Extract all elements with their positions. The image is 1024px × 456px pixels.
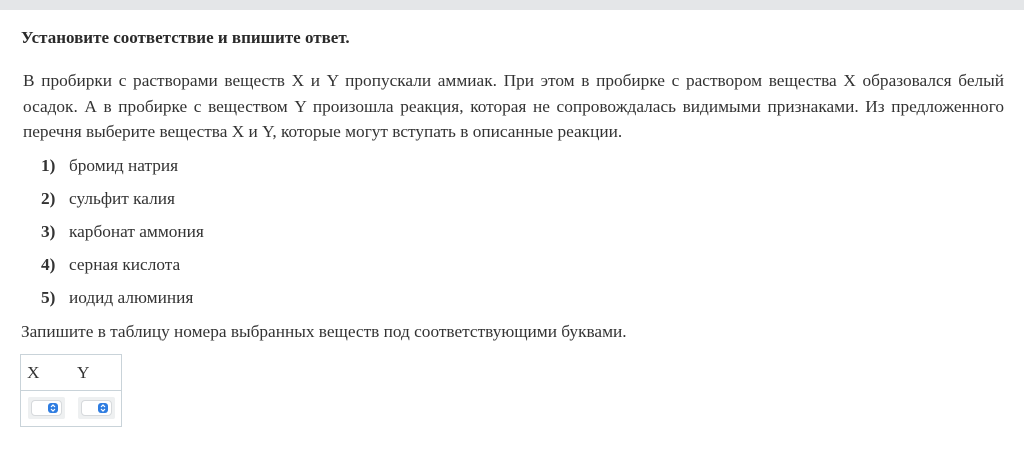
option-item-2 xyxy=(41,186,204,219)
up-down-chevron-icon xyxy=(48,403,58,413)
option-number: 2) xyxy=(41,189,56,208)
options-list xyxy=(41,153,204,318)
option-label: бромид натрия xyxy=(69,156,179,175)
task-text: В пробирки с растворами веществ X и Y пропускали аммиак. При этом в пробирке с раствором вещества X образовался белый осадок. А в пробирке с веществом Y произошла реакция, которая не сопровождалась видимыми признаками. Из предложенного перечня выберите вещества X и Y, которые могут вступать в описанные реакции. xyxy=(23,71,1004,141)
answer-select-y-wrapper xyxy=(78,397,115,419)
top-bar xyxy=(0,0,1024,10)
option-label: карбонат аммония xyxy=(69,222,204,241)
task-instruction: Установите соответствие и впишите ответ. xyxy=(21,28,350,47)
option-label: серная кислота xyxy=(69,255,181,274)
answer-select-x-wrapper xyxy=(28,397,65,419)
option-item-1 xyxy=(41,153,204,186)
answer-select-y[interactable] xyxy=(81,400,112,416)
column-label-x: X xyxy=(27,363,40,382)
option-item-5 xyxy=(41,285,204,318)
option-item-4 xyxy=(41,252,204,285)
answer-prompt: Запишите в таблицу номера выбранных веществ под соответствующими буквами. xyxy=(21,322,627,341)
answer-table-header xyxy=(21,355,121,391)
option-number: 3) xyxy=(41,222,56,241)
option-item-3 xyxy=(41,219,204,252)
answer-select-x[interactable] xyxy=(31,400,62,416)
option-number: 1) xyxy=(41,156,56,175)
up-down-chevron-icon xyxy=(98,403,108,413)
option-label: иодид алюминия xyxy=(69,288,194,307)
option-number: 4) xyxy=(41,255,56,274)
option-label: сульфит калия xyxy=(69,189,175,208)
answer-table xyxy=(20,354,122,427)
column-label-y: Y xyxy=(77,363,90,382)
option-number: 5) xyxy=(41,288,56,307)
